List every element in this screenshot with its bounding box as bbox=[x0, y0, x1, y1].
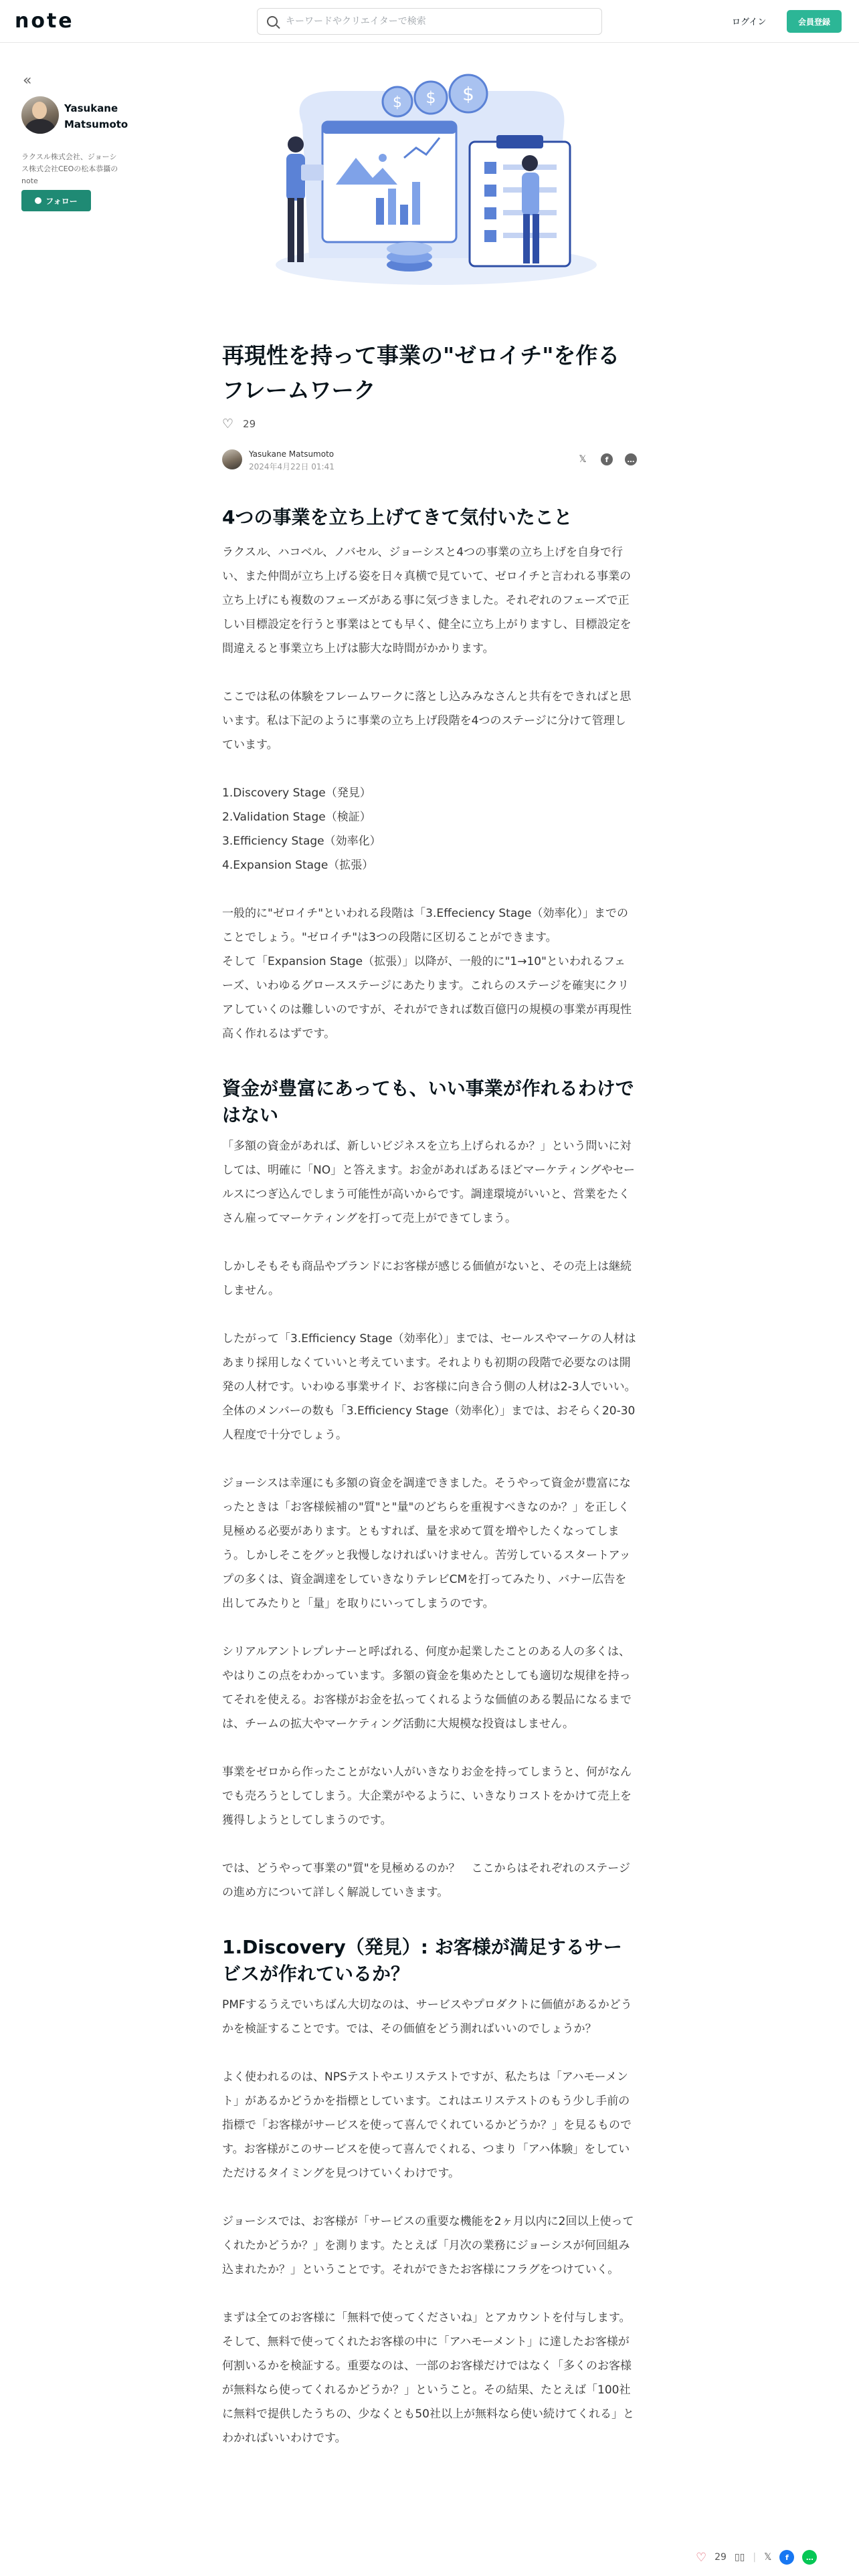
author-bio: ラクスル株式会社、ジョーシス株式会社CEOの松本恭攝のnote bbox=[21, 152, 118, 185]
hero-image bbox=[222, 64, 637, 297]
like-count: 29 bbox=[243, 418, 256, 430]
floating-action-bar bbox=[696, 2544, 859, 2571]
note-logo[interactable]: note bbox=[15, 9, 74, 33]
paragraph: 「多額の資金があれば、新しいビジネスを立ち上げられるか？」という問いに対しては、明確に「NO」と答えます。お金があればあるほどマーケティングやセールスにつぎ込んでしまう可能性が高いからです。調達環境がいいと、営業をたくさん雇ってマーケティングを打って売上ができてしまう。 bbox=[222, 1140, 636, 1225]
search-input[interactable] bbox=[286, 16, 580, 27]
paragraph: まずは全てのお客様に「無料で使ってくださいね」とアカウントを付与します。そして、無料で使ってくれたお客様の中に「アハモーメント」に達したお客様が何割いるかを検証する。重要なのは、一部のお客様だけではなく「多くのお客様が無料なら使ってくれるかどうか？」ということ。その結果、たとえば「100社に無料で提供したうちの、少なくとも50社以上が無料なら使い続けてくれる」とわかればいいわけです。 bbox=[222, 2311, 634, 2445]
divider: | bbox=[753, 2552, 757, 2563]
publish-date: 2024年4月22日 01:41 bbox=[249, 462, 335, 471]
meta-author-avatar[interactable] bbox=[222, 449, 242, 469]
paragraph: ジョーシスでは、お客様が「サービスの重要な機能を2ヶ月以内に2回以上使ってくれたかどうか？」を測ります。たとえば「月次の業務にジョーシスが何回組み込まれたか？」ということです。それができたお客様にフラグをつけていく。 bbox=[222, 2215, 634, 2276]
heart-icon[interactable]: ♡ bbox=[222, 417, 234, 431]
section-heading: 資金が豊富にあっても、いい事業が作れるわけではない bbox=[222, 1077, 634, 1126]
magazine-icon[interactable]: ▯▯ bbox=[734, 2552, 745, 2563]
svg-text:$: $ bbox=[393, 94, 402, 111]
section-heading: 4つの事業を立ち上げてきて気付いたこと bbox=[222, 506, 573, 528]
author-name[interactable]: Yasukane Matsumoto bbox=[64, 102, 128, 130]
double-chevron-left-icon[interactable]: « bbox=[23, 72, 32, 89]
search-box[interactable] bbox=[257, 8, 602, 35]
like-row bbox=[222, 416, 637, 432]
paragraph: では、どうやって事業の"質"を見極めるのか？ ここからはそれぞれのステージの進め方について詳しく解説していきます。 bbox=[222, 1862, 630, 1899]
svg-text:$: $ bbox=[425, 88, 436, 107]
facebook-icon[interactable]: f bbox=[779, 2550, 794, 2565]
paragraph: シリアルアントレプレナーと呼ばれる、何度か起業したことのある人の多くは、やはりこの点をわかっています。多額の資金を集めたとしても適切な規律を持ってそれを使える。お客様がお金を払ってくれるような価値のある製品になるまでは、チームの拡大やマーケティング活動に大規模な投資はしません。 bbox=[222, 1645, 632, 1731]
paragraph: したがって「3.Efficiency Stage（効率化）」までは、セールスやマーケの人材はあまり採用しなくていいと考えています。それよりも初期の段階で必要なのは開発の人材です。いわゆる事業サイド、お客様に向き合う側の人材は2-3人でいい。全体のメンバーの数も「3.Efficiency Stage（効率化）」までは、おそらく20-30人程度で十分でしょう。 bbox=[222, 1332, 636, 1442]
paragraph: よく使われるのは、NPSテストやエリステストですが、私たちは「アハモーメント」があるかどうかを指標としています。これはエリステストのもう少し手前の指標で「お客様がサービスを使って喜んでくれているかどうか？」を見るものです。お客様がこのサービスを使って喜んでくれる、つまり「アハ体験」をしていただけるタイミングを見つけていくわけです。 bbox=[222, 2070, 632, 2180]
facebook-icon[interactable]: f bbox=[601, 453, 613, 465]
x-logo-icon[interactable]: 𝕏 bbox=[579, 454, 587, 465]
section-heading: 1.Discovery（発見）: お客様が満足するサービスが作れているか？ bbox=[222, 1936, 622, 1985]
paragraph: ラクスル、ハコベル、ノバセル、ジョーシスと4つの事業の立ち上げを自身で行い、また仲間が立ち上げる姿を日々真横で見ていて、ゼロイチと言われる事業の立ち上げにも複数のフェーズがある事に気づきました。それぞれのフェーズで正しい目標設定を行うと事業はとても早く、健全に立ち上がりますし、目標設定を間違えると事業立ち上げは膨大な時間がかかります。 bbox=[222, 546, 632, 655]
signup-button[interactable]: 会員登録 bbox=[787, 10, 842, 33]
paragraph: ここでは私の体験をフレームワークに落とし込みみなさんと共有をできればと思います。私は下記のように事業の立ち上げ段階を4つのステージに分けて管理しています。 bbox=[222, 690, 632, 752]
line-icon[interactable]: … bbox=[802, 2550, 817, 2565]
line-icon[interactable]: … bbox=[625, 453, 637, 465]
article bbox=[222, 338, 637, 2450]
svg-text:$: $ bbox=[462, 83, 474, 105]
paragraph: PMFするうえでいちばん大切なのは、サービスやプロダクトに価値があるかどうかを検証することです。では、その価値をどう測ればいいのでしょうか？ bbox=[222, 1998, 632, 2036]
paragraph: しかしそもそも商品やブランドにお客様が感じる価値がないと、その売上は継続しません。 bbox=[222, 1260, 632, 1297]
stage-list: 1.Discovery Stage（発見） 2.Validation Stage（検証） 3.Efficiency Stage（効率化） 4.Expansion Stage（拡張） bbox=[222, 786, 381, 872]
meta-author-name[interactable]: Yasukane Matsumoto bbox=[249, 449, 335, 459]
paragraph: ジョーシスは幸運にも多額の資金を調達できました。そうやって資金が豊富になったときは「お客様候補の"質"と"量"のどちらを重視すべきなのか？」を正しく見極める必要があります。ともすれば、量を求めて質を増やしたくなってしまう。しかしそこをグッと我慢しなければいけません。苦労しているスタートアップの多くは、資金調達をしていきなりテレビCMを打ってみたり、バナー広告を出してみたりと「量」を取りにいってしまうのです。 bbox=[222, 1477, 631, 1610]
person-plus-icon bbox=[35, 197, 41, 204]
bottom-like-count: 29 bbox=[714, 2552, 727, 2563]
header bbox=[0, 0, 859, 43]
search-icon bbox=[267, 16, 278, 27]
share-buttons bbox=[577, 453, 637, 465]
hero-illustration bbox=[222, 64, 637, 297]
follow-button[interactable] bbox=[21, 190, 91, 211]
x-logo-icon[interactable]: 𝕏 bbox=[764, 2552, 772, 2563]
login-link[interactable]: ログイン bbox=[732, 17, 767, 27]
heart-icon[interactable]: ♡ bbox=[696, 2550, 707, 2565]
follow-label: フォロー bbox=[45, 196, 78, 206]
author-avatar[interactable] bbox=[21, 96, 59, 134]
paragraph: 事業をゼロから作ったことがない人がいきなりお金を持ってしまうと、何がなんでも売ろうとしてしまう。大企業がやるように、いきなりコストをかけて売上を獲得しようとしてしまうのです。 bbox=[222, 1765, 632, 1827]
article-title: 再現性を持って事業の"ゼロイチ"を作るフレームワーク bbox=[222, 342, 620, 403]
author-meta bbox=[222, 447, 637, 473]
paragraph: 一般的に"ゼロイチ"といわれる段階は「3.Effeciency Stage（効率化）」までのことでしょう。"ゼロイチ"は3つの段階に区切ることができます。 そして「Expansion Stage（拡張）」以降が、一般的に"1→10"といわれるフェーズ、いわゆるグロースステージにあたります。これらのステージを確実にクリアしていくのは難しいのですが、それができれば数百億円の規模の事業が再現性高く作れるはずです。 bbox=[222, 907, 632, 1041]
